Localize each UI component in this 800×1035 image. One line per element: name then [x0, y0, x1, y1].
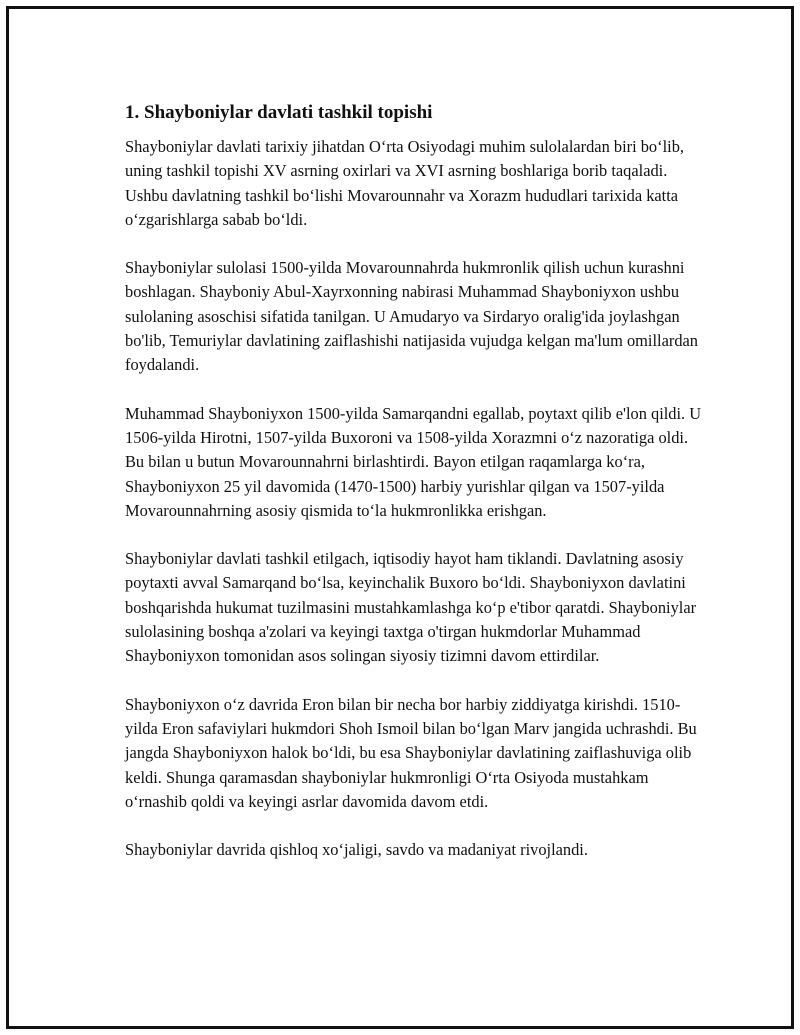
paragraph-5: Shayboniyxon o‘z davrida Eron bilan bir necha bor harbiy ziddiyatga kirishdi. 1510-yilda Eron safaviylari hukmdori Shoh Ismoil bilan bo‘lgan Marv jangida uchrashdi. Bu jangda Shayboniyxon halok bo‘ldi, bu esa Shayboniylar davlatining zaiflashuviga olib keldi. Shunga qaramasdan shayboniylar hukmronligi O‘rta Osiyoda mustahkam o‘rnashib qoldi va keyingi asrlar davomida davom etdi.	[125, 694, 697, 811]
page-frame	[6, 6, 794, 1029]
section-heading: 1. Shayboniylar davlati tashkil topishi	[125, 102, 433, 123]
document-body	[125, 101, 705, 886]
paragraph-2: Shayboniylar sulolasi 1500-yilda Movarounnahrda hukmronlik qilish uchun kurashni boshlagan. Shayboniy Abul-Xayrxonning nabirasi Muhammad Shayboniyxon ushbu sulolaning asoschisi sifatida tanilgan. U Amudaryo va Sirdaryo oralig'ida joylashgan bo'lib, Temuriylar davlatining zaiflashishi natijasida vujudga kelgan ma'lum omillardan foydalandi.	[125, 258, 698, 375]
paragraph-1: Shayboniylar davlati tarixiy jihatdan O‘rta Osiyodagi muhim sulolalardan biri bo‘lib, uning tashkil topishi XV asrning oxirlari va XVI asrning boshlariga borib taqaladi. Ushbu davlatning tashkil bo‘lishi Movarounnahr va Xorazm hududlari tarixida katta o‘zgarishlarga sabab bo‘ldi.	[125, 137, 684, 229]
paragraph-4: Shayboniylar davlati tashkil etilgach, iqtisodiy hayot ham tiklandi. Davlatning asosiy poytaxti avval Samarqand bo‘lsa, keyinchalik Buxoro bo‘ldi. Shayboniyxon davlatini boshqarishda hukumat tuzilmasini mustahkamlashga ko‘p e'tibor qaratdi. Shayboniylar sulolasining boshqa a'zolari va keyingi taxtga o'tirgan hukmdorlar Muhammad Shayboniyxon tomonidan asos solingan siyosiy tizimni davom ettirdilar.	[125, 549, 697, 666]
paragraph-6: Shayboniylar davrida qishloq xo‘jaligi, savdo va madaniyat rivojlandi.	[125, 840, 588, 860]
paragraph-3: Muhammad Shayboniyxon 1500-yilda Samarqandni egallab, poytaxt qilib e'lon qildi. U 1506-yilda Hirotni, 1507-yilda Buxoroni va 1508-yilda Xorazmni o‘z nazoratiga oldi. Bu bilan u butun Movarounnahrni birlashtirdi. Bayon etilgan raqamlarga ko‘ra, Shayboniyxon 25 yil davomida (1470-1500) harbiy yurishlar qilgan va 1507-yilda Movarounnahrning asosiy qismida to‘la hukmronlikka erishgan.	[125, 403, 702, 520]
